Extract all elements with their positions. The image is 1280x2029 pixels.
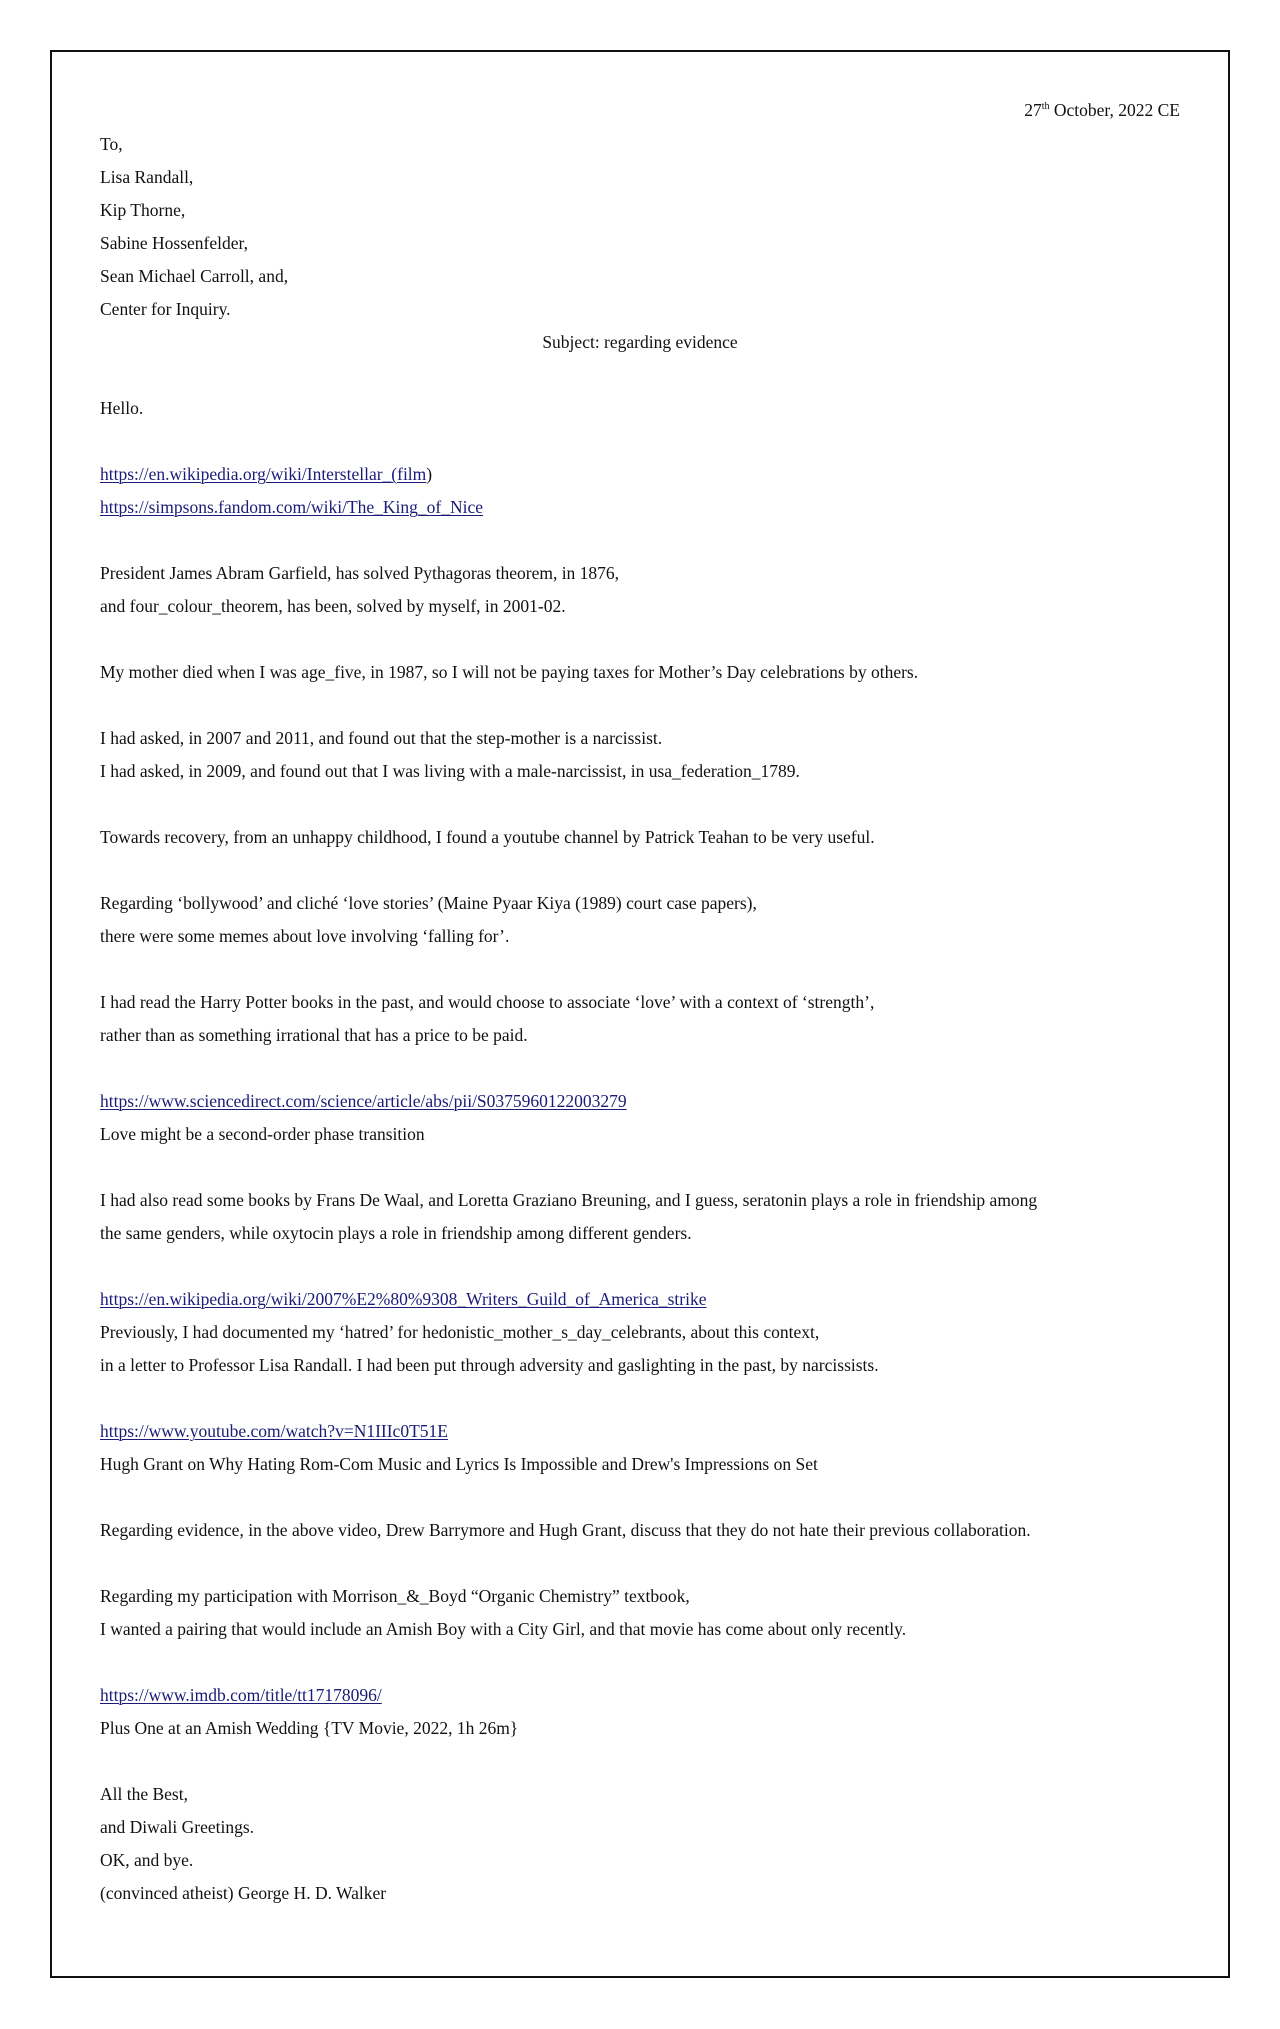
paragraph-garfield-line-1: President James Abram Garfield, has solved Pythagoras theorem, in 1876,: [100, 563, 620, 583]
paragraph-hatred-line-1: Previously, I had documented my ‘hatred’ for hedonistic_mother_s_day_celebrants, about this context,: [100, 1322, 820, 1342]
imdb-link[interactable]: https://www.imdb.com/title/tt17178096/: [100, 1685, 382, 1705]
paragraph-potter-line-1: I had read the Harry Potter books in the past, and would choose to associate ‘love’ with a context of ‘strength’,: [100, 992, 875, 1012]
paragraph-evidence: Regarding evidence, in the above video, Drew Barrymore and Hugh Grant, discuss that they do not hate their previous collaboration.: [100, 1520, 1031, 1540]
recipient-lisa-randall: Lisa Randall,: [100, 167, 194, 187]
recipient-kip-thorne: Kip Thorne,: [100, 200, 186, 220]
paragraph-movie-title: Plus One at an Amish Wedding {TV Movie, 2022, 1h 26m}: [100, 1718, 519, 1738]
paragraph-phase-transition: Love might be a second-order phase transition: [100, 1124, 425, 1144]
paragraph-dewaal-line-1: I had also read some books by Frans De Waal, and Loretta Graziano Breuning, and I guess, seratonin plays a role in friendship among: [100, 1190, 1038, 1210]
recipient-sabine-hossenfelder: Sabine Hossenfelder,: [100, 233, 249, 253]
greeting: Hello.: [100, 398, 144, 418]
youtube-link[interactable]: https://www.youtube.com/watch?v=N1IIIc0T51E: [100, 1421, 448, 1441]
subject-line: Subject: regarding evidence: [542, 332, 738, 352]
interstellar-link[interactable]: https://en.wikipedia.org/wiki/Interstellar_(film: [100, 464, 427, 484]
paragraph-morrison-line-2: I wanted a pairing that would include an Amish Boy with a City Girl, and that movie has come about only recently.: [100, 1619, 907, 1639]
date-ordinal: th: [1041, 101, 1050, 112]
interstellar-link-line: [100, 463, 432, 485]
paragraph-morrison-line-1: Regarding my participation with Morrison_&_Boyd “Organic Chemistry” textbook,: [100, 1586, 690, 1606]
recipient-sean-carroll: Sean Michael Carroll, and,: [100, 266, 289, 286]
paragraph-video-title: Hugh Grant on Why Hating Rom-Com Music and Lyrics Is Impossible and Drew's Impressions on Set: [100, 1454, 818, 1474]
closing-all-the-best: All the Best,: [100, 1784, 188, 1804]
closing-diwali-greetings: and Diwali Greetings.: [100, 1817, 255, 1837]
salutation-to: To,: [100, 134, 123, 154]
paragraph-asked-line-2: I had asked, in 2009, and found out that I was living with a male-narcissist, in usa_federation_1789.: [100, 761, 800, 781]
wga-strike-link-line: [100, 1288, 707, 1310]
paragraph-dewaal-line-2: the same genders, while oxytocin plays a role in friendship among different genders.: [100, 1223, 692, 1243]
simpsons-link-line: [100, 496, 483, 518]
interstellar-link-tail: ): [426, 464, 433, 484]
paragraph-hatred-line-2: in a letter to Professor Lisa Randall. I had been put through adversity and gaslighting in the past, by narcissists.: [100, 1355, 879, 1375]
paragraph-asked-line-1: I had asked, in 2007 and 2011, and found out that the step-mother is a narcissist.: [100, 728, 663, 748]
wga-strike-link[interactable]: https://en.wikipedia.org/wiki/2007%E2%80%9308_Writers_Guild_of_America_strike: [100, 1289, 707, 1309]
date-day: 27: [1024, 100, 1042, 120]
paragraph-potter-line-2: rather than as something irrational that has a price to be paid.: [100, 1025, 528, 1045]
sciencedirect-link[interactable]: https://www.sciencedirect.com/science/article/abs/pii/S0375960122003279: [100, 1091, 627, 1111]
recipient-center-for-inquiry: Center for Inquiry.: [100, 299, 231, 319]
youtube-link-line: [100, 1420, 448, 1442]
simpsons-link[interactable]: https://simpsons.fandom.com/wiki/The_King_of_Nice: [100, 497, 484, 517]
paragraph-bollywood-line-1: Regarding ‘bollywood’ and cliché ‘love stories’ (Maine Pyaar Kiya (1989) court case papers),: [100, 893, 757, 913]
imdb-link-line: [100, 1684, 382, 1706]
date-rest: October, 2022 CE: [1049, 100, 1180, 120]
paragraph-garfield-line-2: and four_colour_theorem, has been, solved by myself, in 2001-02.: [100, 596, 566, 616]
closing-ok-bye: OK, and bye.: [100, 1850, 194, 1870]
paragraph-bollywood-line-2: there were some memes about love involving ‘falling for’.: [100, 926, 510, 946]
sciencedirect-link-line: [100, 1090, 627, 1112]
paragraph-mother: My mother died when I was age_five, in 1987, so I will not be paying taxes for Mother’s Day celebrations by others.: [100, 662, 919, 682]
letter-date: [1024, 99, 1180, 121]
paragraph-recovery: Towards recovery, from an unhappy childhood, I found a youtube channel by Patrick Teahan to be very useful.: [100, 827, 875, 847]
signature: (convinced atheist) George H. D. Walker: [100, 1883, 387, 1903]
